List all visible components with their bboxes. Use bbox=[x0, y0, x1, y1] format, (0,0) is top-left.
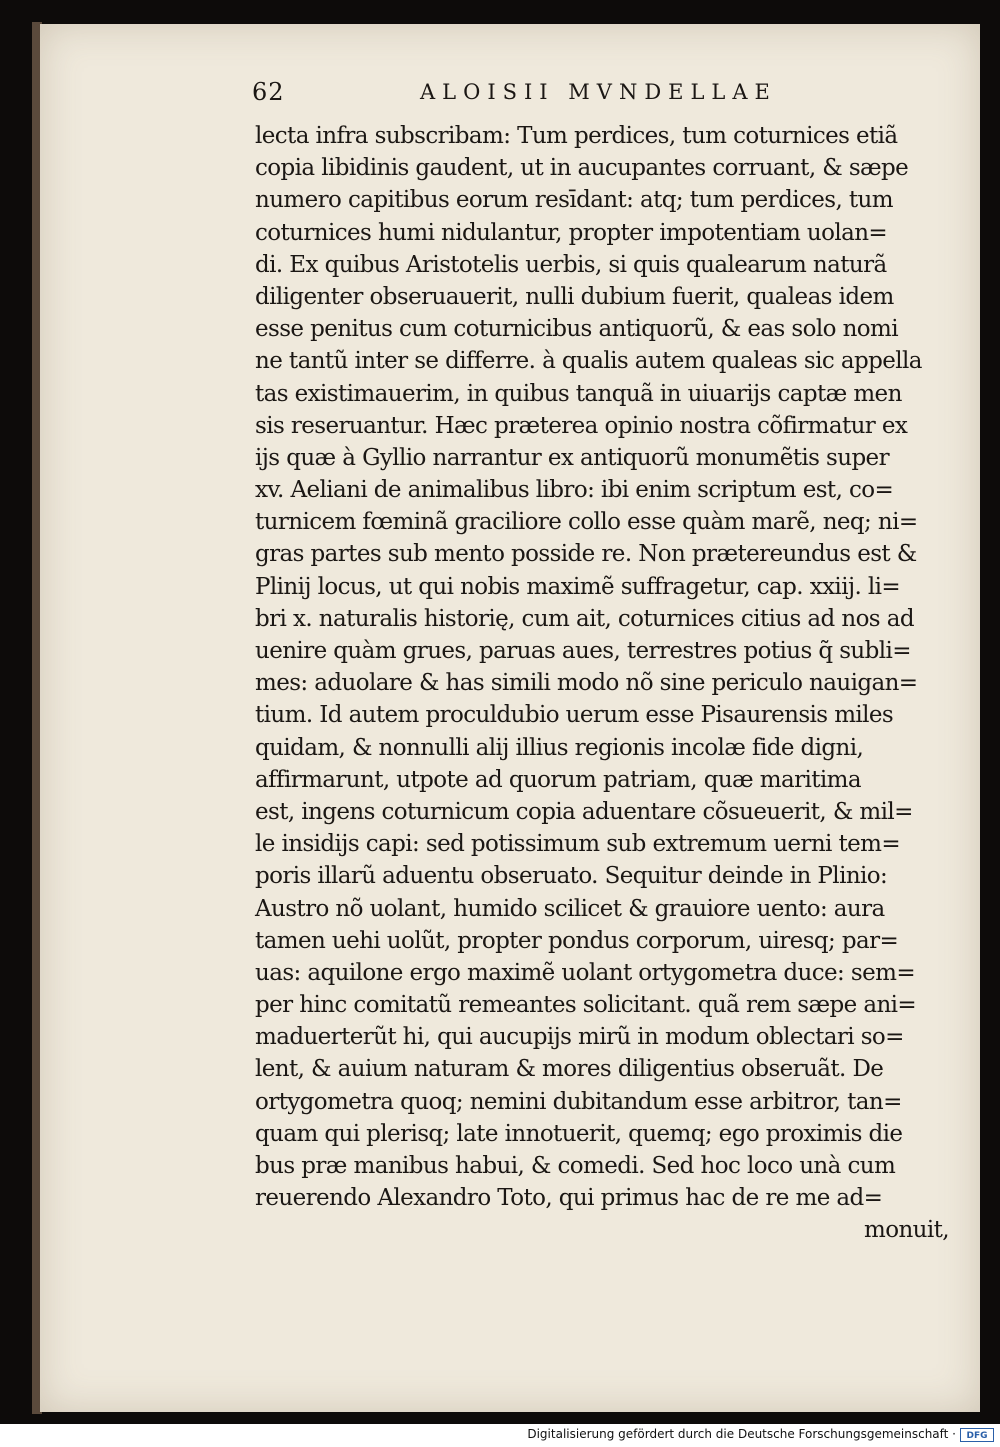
text-line: maduerterũt hi, qui aucupijs mirũ in modum oblectari so= bbox=[255, 1024, 904, 1051]
text-line: ortygometra quoq; nemini dubitandum esse arbitror, tan= bbox=[255, 1088, 902, 1115]
text-line: diligenter obseruauerit, nulli dubium fuerit, qualeas idem bbox=[255, 283, 894, 310]
text-line: esse penitus cum coturnicibus antiquorũ, & eas solo nomi bbox=[255, 316, 899, 343]
text-line: tas existimauerim, in quibus tanquã in uiuarijs captæ men bbox=[255, 380, 902, 407]
text-line: gras partes sub mento posside re. Non prætereundus est & bbox=[255, 541, 917, 568]
text-line: tamen uehi uolũt, propter pondus corporum, uiresq; par= bbox=[255, 927, 899, 954]
text-line: xv. Aeliani de animalibus libro: ibi enim scriptum est, co= bbox=[255, 477, 894, 504]
body-text bbox=[255, 120, 955, 1247]
text-line: uenire quàm grues, paruas aues, terrestres potius q̃ subli= bbox=[255, 638, 911, 664]
text-line: copia libidinis gaudent, ut in aucupantes corruant, & sæpe bbox=[255, 155, 909, 182]
text-line: lent, & auium naturam & mores diligentius obseruãt. De bbox=[255, 1056, 884, 1083]
text-line: lecta infra subscribam: Tum perdices, tum coturnices etiã bbox=[255, 123, 898, 149]
text-line: Plinij locus, ut qui nobis maximẽ suffragetur, cap. xxiij. li= bbox=[255, 573, 901, 600]
text-line: turnicem fœminã graciliore collo esse quàm marẽ, neq; ni= bbox=[255, 509, 918, 536]
page-number: 62 bbox=[252, 78, 285, 106]
text-line: tium. Id autem proculdubio uerum esse Pisaurensis miles bbox=[255, 702, 894, 729]
text-line: le insidijs capi: sed potissimum sub extremum uerni tem= bbox=[255, 831, 901, 858]
text-line: Austro nõ uolant, humido scilicet & grauiore uento: aura bbox=[255, 895, 885, 922]
text-line: bri x. naturalis historię, cum ait, coturnices citius ad nos ad bbox=[255, 605, 914, 632]
text-line: ijs quæ à Gyllio narrantur ex antiquorũ monumẽtis super bbox=[255, 444, 889, 471]
text-line: di. Ex quibus Aristotelis uerbis, si quis qualearum naturã bbox=[255, 251, 887, 278]
text-line: affirmarunt, utpote ad quorum patriam, quæ maritima bbox=[255, 766, 861, 793]
text-line: mes: aduolare & has simili modo nõ sine periculo nauigan= bbox=[255, 670, 918, 697]
text-line: quam qui plerisq; late innotuerit, quemq; ego proximis die bbox=[255, 1120, 903, 1147]
text-line: uas: aquilone ergo maximẽ uolant ortygometra duce: sem= bbox=[255, 959, 916, 986]
text-line: per hinc comitatũ remeantes solicitant. quã rem sæpe ani= bbox=[255, 992, 917, 1019]
running-head: ALOISII MVNDELLAE bbox=[420, 80, 777, 104]
text-line: poris illarũ aduentu obseruato. Sequitur deinde in Plinio: bbox=[255, 863, 888, 890]
text-line: ne tantũ inter se differre. à qualis autem qualeas sic appella bbox=[255, 348, 922, 375]
text-line: coturnices humi nidulantur, propter impotentiam uolan= bbox=[255, 219, 888, 246]
text-line: est, ingens coturnicum copia aduentare cõsueuerit, & mil= bbox=[255, 798, 913, 825]
text-line: numero capitibus eorum resīdant: atq; tum perdices, tum bbox=[255, 187, 893, 214]
text-line: bus præ manibus habui, & comedi. Sed hoc loco unà cum bbox=[255, 1153, 896, 1179]
text-line: quidam, & nonnulli alij illius regionis incolæ fide digni, bbox=[255, 734, 864, 761]
dfg-logo: DFG bbox=[960, 1428, 994, 1442]
footer-bar bbox=[0, 1424, 1000, 1447]
text-line: monuit, bbox=[864, 1217, 949, 1244]
text-line: reuerendo Alexandro Toto, qui primus hac de re me ad= bbox=[255, 1185, 883, 1212]
text-line: sis reseruantur. Hæc præterea opinio nostra cõfirmatur ex bbox=[255, 412, 908, 439]
digitization-credit: Digitalisierung gefördert durch die Deutsche Forschungsgemeinschaft · bbox=[527, 1427, 956, 1441]
